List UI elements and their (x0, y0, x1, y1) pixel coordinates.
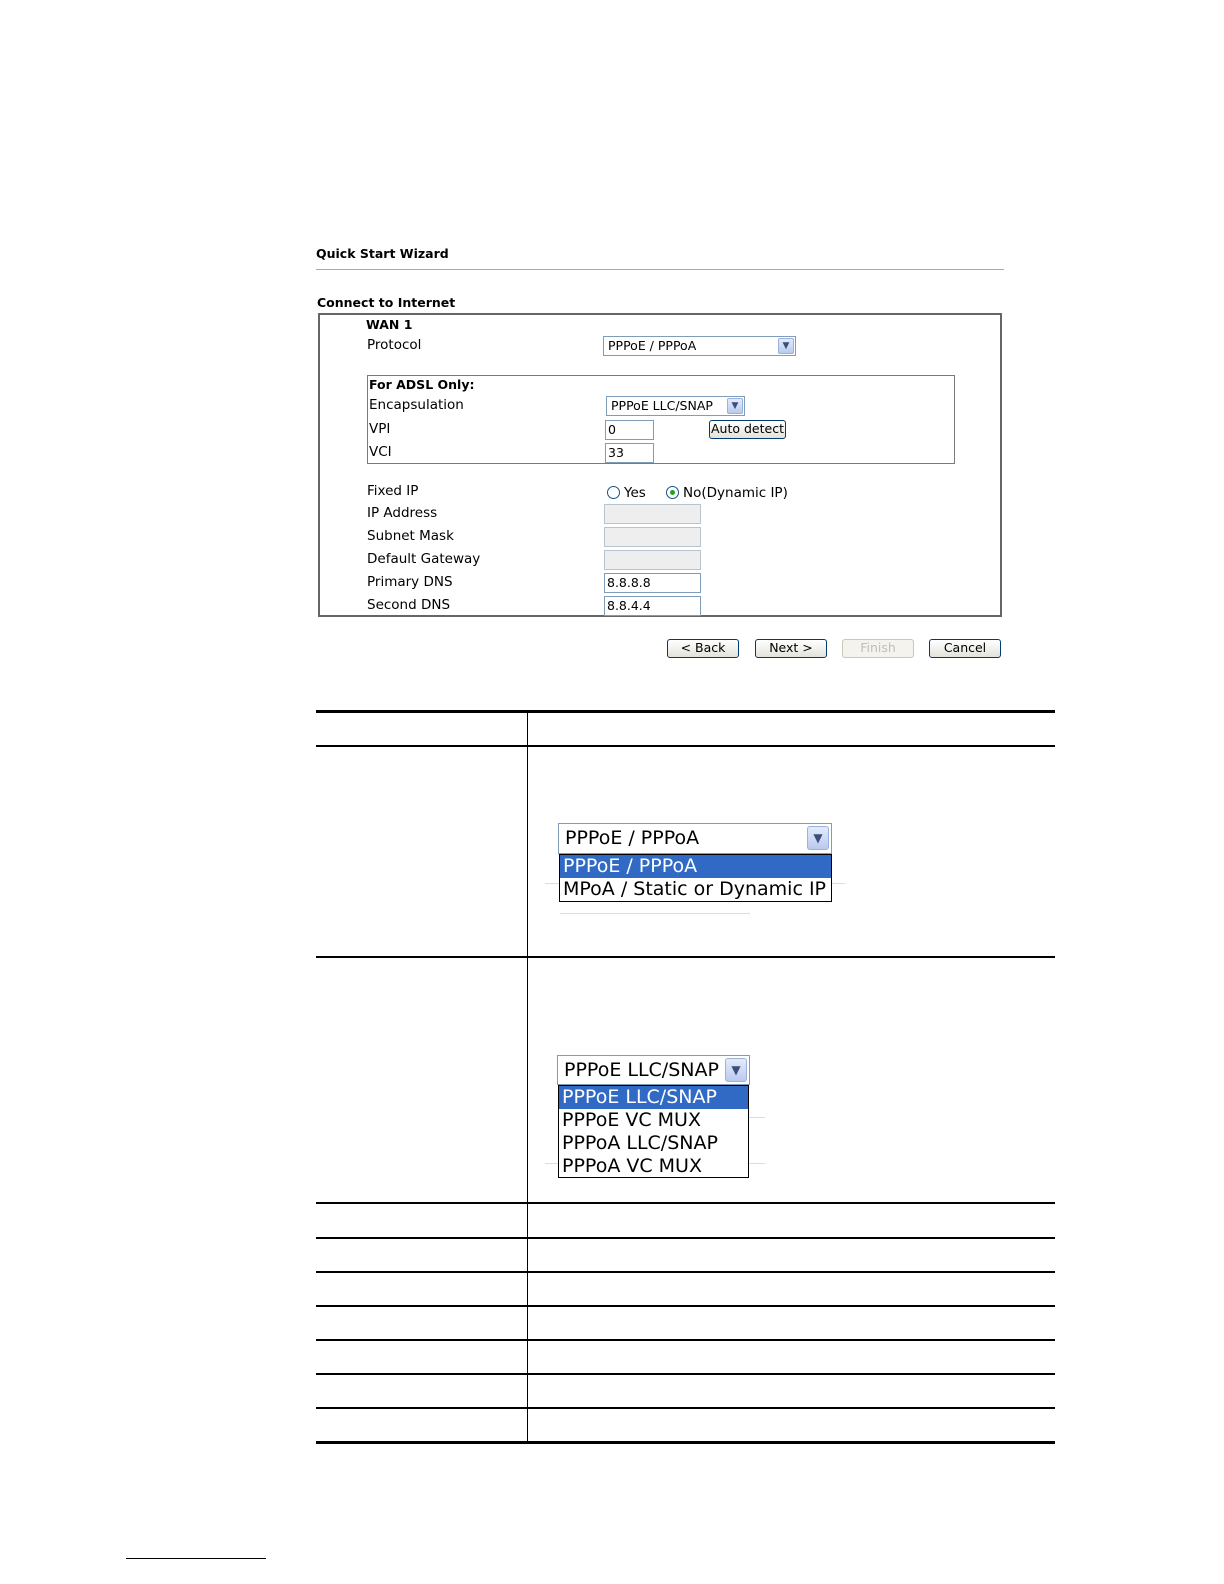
wizard-title: Quick Start Wizard (316, 246, 449, 261)
adsl-heading: For ADSL Only: (369, 377, 475, 392)
encapsulation-dropdown-value: PPPoE LLC/SNAP (564, 1059, 719, 1081)
table-row-rule (316, 1237, 1055, 1239)
primary-dns-label: Primary DNS (367, 574, 453, 590)
connect-form-box (318, 313, 1002, 617)
fixed-ip-label: Fixed IP (367, 483, 419, 499)
protocol-dropdown-value: PPPoE / PPPoA (565, 827, 700, 849)
default-gateway-label: Default Gateway (367, 551, 481, 567)
table-bottom-rule (316, 1441, 1055, 1444)
table-row-rule (316, 1271, 1055, 1273)
protocol-label: Protocol (367, 337, 422, 353)
protocol-option[interactable]: MPoA / Static or Dynamic IP (563, 878, 827, 900)
ip-address-input[interactable] (604, 504, 701, 524)
encapsulation-option[interactable]: PPPoA LLC/SNAP (562, 1132, 718, 1154)
table-row-rule (316, 745, 1055, 747)
subnet-mask-label: Subnet Mask (367, 528, 454, 544)
title-divider (316, 269, 1004, 270)
table-row-rule (316, 1373, 1055, 1375)
encapsulation-option[interactable]: PPPoE VC MUX (562, 1109, 701, 1131)
cancel-button[interactable]: Cancel (929, 639, 1001, 658)
auto-detect-button[interactable]: Auto detect (709, 420, 786, 439)
fixed-ip-yes-radio[interactable] (607, 486, 620, 499)
table-row-rule (316, 956, 1055, 958)
fixed-ip-yes-label: Yes (624, 485, 646, 501)
footnote-rule (126, 1558, 266, 1559)
chevron-down-icon[interactable]: ▼ (727, 398, 743, 414)
subnet-mask-input[interactable] (604, 527, 701, 547)
table-row-rule (316, 1202, 1055, 1204)
table-top-rule (316, 710, 1055, 713)
chevron-down-icon[interactable]: ▼ (807, 826, 829, 850)
encapsulation-dropdown-list (558, 1085, 749, 1178)
encapsulation-dropdown-select[interactable] (557, 1055, 750, 1085)
protocol-dropdown-select[interactable] (558, 823, 832, 854)
protocol-option[interactable]: PPPoE / PPPoA (560, 855, 831, 878)
second-dns-label: Second DNS (367, 597, 451, 613)
encapsulation-select-value: PPPoE LLC/SNAP (611, 398, 713, 413)
primary-dns-input[interactable]: 8.8.8.8 (604, 573, 701, 593)
encapsulation-select[interactable] (606, 396, 745, 416)
vpi-input[interactable]: 0 (605, 420, 654, 440)
protocol-select[interactable] (603, 336, 796, 356)
vci-label: VCI (369, 444, 392, 460)
table-row-rule (316, 1407, 1055, 1409)
fixed-ip-no-label: No(Dynamic IP) (683, 485, 788, 501)
chevron-down-icon[interactable]: ▼ (778, 338, 794, 354)
back-button[interactable]: < Back (667, 639, 739, 658)
table-row-rule (316, 1305, 1055, 1307)
encapsulation-label: Encapsulation (369, 397, 464, 413)
chevron-down-icon[interactable]: ▼ (725, 1058, 747, 1082)
table-row-rule (316, 1339, 1055, 1341)
finish-button[interactable]: Finish (842, 639, 914, 658)
background-line (560, 913, 750, 914)
section-title: Connect to Internet (317, 295, 456, 310)
fixed-ip-no-radio[interactable] (666, 486, 679, 499)
wan-label: WAN 1 (366, 317, 413, 332)
protocol-select-value: PPPoE / PPPoA (608, 338, 697, 353)
vci-input[interactable]: 33 (605, 443, 654, 463)
second-dns-input[interactable]: 8.8.4.4 (604, 596, 701, 616)
default-gateway-input[interactable] (604, 550, 701, 570)
table-column-divider (527, 712, 528, 1442)
encapsulation-option[interactable]: PPPoE LLC/SNAP (559, 1086, 748, 1109)
protocol-dropdown-list (559, 854, 832, 902)
encapsulation-option[interactable]: PPPoA VC MUX (562, 1155, 702, 1177)
next-button[interactable]: Next > (755, 639, 827, 658)
vpi-label: VPI (369, 421, 391, 437)
ip-address-label: IP Address (367, 505, 438, 521)
